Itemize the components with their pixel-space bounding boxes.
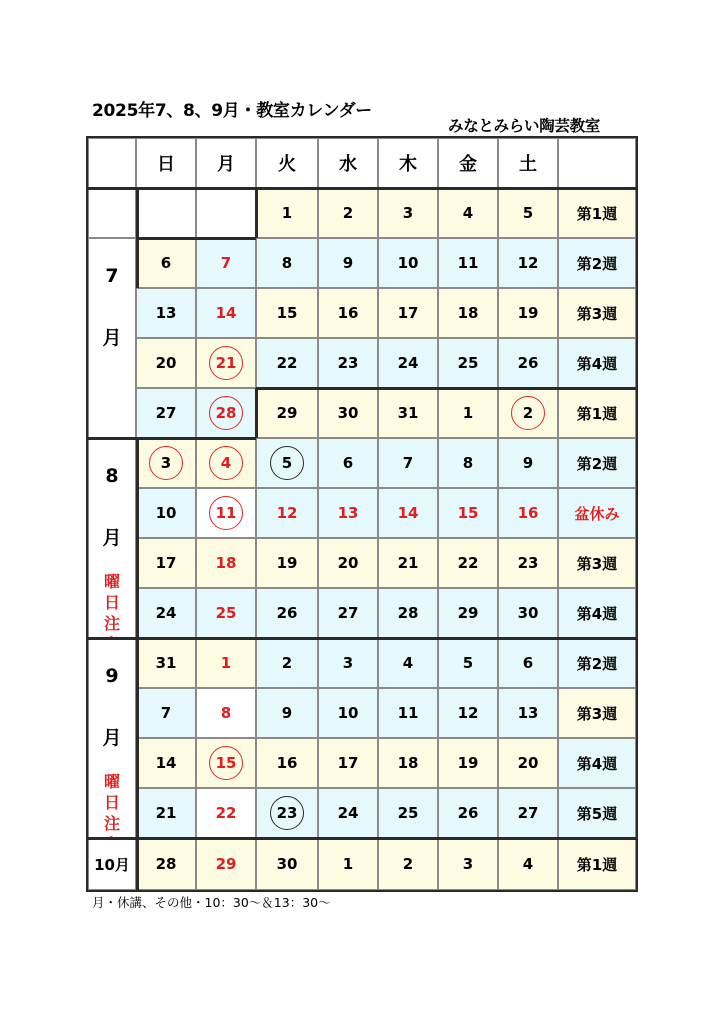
- day-cell: [318, 788, 378, 838]
- day-cell: [136, 638, 196, 688]
- day-number: 22: [215, 804, 237, 822]
- day-cell: [378, 488, 438, 538]
- day-cell: [318, 738, 378, 788]
- day-number: 21: [397, 554, 419, 572]
- header-day: 火: [256, 138, 318, 188]
- day-number: 17: [397, 304, 419, 322]
- day-number: 26: [276, 604, 298, 622]
- day-cell: [256, 838, 318, 890]
- day-cell: [498, 688, 558, 738]
- week-label: 第4週: [558, 338, 636, 388]
- day-number: 14: [397, 504, 419, 522]
- day-number: 30: [517, 604, 539, 622]
- week-label: 第1週: [558, 388, 636, 438]
- week-label: 第1週: [558, 838, 636, 890]
- day-number: 10: [155, 504, 177, 522]
- day-cell: [136, 688, 196, 738]
- day-cell: [378, 838, 438, 890]
- day-number: 8: [462, 454, 474, 472]
- day-number: 27: [517, 804, 539, 822]
- month-july: [88, 238, 136, 438]
- day-number: 4: [462, 204, 474, 222]
- day-cell: [196, 338, 256, 388]
- day-number: 16: [337, 304, 359, 322]
- day-number: 23: [517, 554, 539, 572]
- day-cell: [318, 688, 378, 738]
- day-cell: [256, 638, 318, 688]
- day-cell: [196, 288, 256, 338]
- day-number: 26: [517, 354, 539, 372]
- day-cell: [438, 438, 498, 488]
- day-number: 4: [402, 654, 414, 672]
- day-cell: [196, 488, 256, 538]
- day-cell: [498, 538, 558, 588]
- day-number: 29: [457, 604, 479, 622]
- day-cell: [136, 738, 196, 788]
- month-september: [88, 638, 136, 838]
- day-cell: [136, 438, 196, 488]
- day-number: 3: [402, 204, 414, 222]
- day-number: 20: [337, 554, 359, 572]
- organization-name: みなとみらい陶芸教室: [448, 117, 601, 135]
- table-separator: [136, 438, 139, 890]
- day-number: 28: [155, 855, 177, 873]
- day-cell: [136, 588, 196, 638]
- day-cell: [256, 738, 318, 788]
- day-cell: [498, 588, 558, 638]
- week-label: 第4週: [558, 738, 636, 788]
- week-label: 第2週: [558, 638, 636, 688]
- day-cell: [136, 238, 196, 288]
- day-number: 6: [522, 654, 534, 672]
- day-cell: [378, 638, 438, 688]
- day-cell: [378, 538, 438, 588]
- day-cell: [256, 288, 318, 338]
- day-cell: [438, 838, 498, 890]
- day-cell: [256, 438, 318, 488]
- day-number: 24: [397, 354, 419, 372]
- calendar-table: [86, 136, 638, 892]
- day-number: 29: [215, 855, 237, 873]
- day-cell: [196, 788, 256, 838]
- day-number: 30: [337, 404, 359, 422]
- day-cell: [136, 788, 196, 838]
- day-cell: [136, 538, 196, 588]
- day-cell: [318, 188, 378, 238]
- day-number: 6: [342, 454, 354, 472]
- day-number: 23: [276, 804, 298, 822]
- day-number: 11: [397, 704, 419, 722]
- day-number: 13: [337, 504, 359, 522]
- week-label: 第1週: [558, 188, 636, 238]
- day-cell: [438, 538, 498, 588]
- week-label: 第2週: [558, 438, 636, 488]
- day-cell: [256, 538, 318, 588]
- day-cell: [378, 688, 438, 738]
- day-cell: [498, 188, 558, 238]
- day-number: 19: [517, 304, 539, 322]
- week-label: 第4週: [558, 588, 636, 638]
- day-cell: [196, 188, 256, 238]
- day-cell: [438, 638, 498, 688]
- day-number: 6: [160, 254, 172, 272]
- day-number: 24: [337, 804, 359, 822]
- day-cell: [438, 388, 498, 438]
- day-number: 7: [402, 454, 414, 472]
- day-cell: [498, 338, 558, 388]
- day-cell: [498, 238, 558, 288]
- day-cell: [378, 288, 438, 338]
- day-cell: [438, 588, 498, 638]
- day-cell: [256, 588, 318, 638]
- day-number: 12: [276, 504, 298, 522]
- day-number: 16: [276, 754, 298, 772]
- day-cell: [378, 188, 438, 238]
- day-number: 16: [517, 504, 539, 522]
- day-cell: [318, 538, 378, 588]
- day-number: 5: [462, 654, 474, 672]
- day-cell: [196, 538, 256, 588]
- day-number: 31: [397, 404, 419, 422]
- day-cell: [256, 688, 318, 738]
- day-cell: [438, 288, 498, 338]
- day-cell: [378, 438, 438, 488]
- day-cell: [196, 438, 256, 488]
- day-number: 14: [215, 304, 237, 322]
- day-cell: [378, 238, 438, 288]
- day-cell: [318, 488, 378, 538]
- day-cell: [136, 288, 196, 338]
- day-number: 10: [397, 254, 419, 272]
- day-cell: [318, 338, 378, 388]
- day-number: 22: [457, 554, 479, 572]
- day-number: 4: [220, 454, 232, 472]
- day-number: 2: [402, 855, 414, 873]
- day-number: 19: [457, 754, 479, 772]
- table-separator: [88, 437, 136, 440]
- day-cell: [196, 688, 256, 738]
- day-number: 13: [155, 304, 177, 322]
- day-cell: [256, 238, 318, 288]
- day-cell: [438, 788, 498, 838]
- table-separator: [88, 637, 636, 640]
- month-blank: [88, 188, 136, 238]
- day-cell: [318, 588, 378, 638]
- day-cell: [136, 338, 196, 388]
- header-day: 木: [378, 138, 438, 188]
- day-number: 15: [276, 304, 298, 322]
- table-separator: [255, 388, 258, 438]
- day-number: 5: [281, 454, 293, 472]
- week-label: 第2週: [558, 238, 636, 288]
- table-separator: [136, 237, 256, 240]
- day-cell: [256, 788, 318, 838]
- day-cell: [438, 338, 498, 388]
- day-cell: [498, 838, 558, 890]
- header-day: 月: [196, 138, 256, 188]
- day-cell: [498, 388, 558, 438]
- month-suffix: 月: [102, 727, 122, 749]
- day-number: 17: [337, 754, 359, 772]
- day-cell: [256, 338, 318, 388]
- day-cell: [318, 438, 378, 488]
- day-number: 2: [522, 404, 534, 422]
- day-number: 4: [522, 855, 534, 873]
- month-august: [88, 438, 136, 638]
- weekday-caution-note: 曜日注: [103, 572, 120, 633]
- day-cell: [498, 438, 558, 488]
- page-title: 2025年7、8、9月・教室カレンダー: [92, 101, 372, 121]
- day-number: 25: [397, 804, 419, 822]
- header-day: 水: [318, 138, 378, 188]
- day-number: 18: [457, 304, 479, 322]
- day-number: 9: [342, 254, 354, 272]
- day-number: 18: [215, 554, 237, 572]
- day-number: 27: [155, 404, 177, 422]
- day-number: 25: [215, 604, 237, 622]
- day-number: 15: [215, 754, 237, 772]
- day-cell: [438, 238, 498, 288]
- day-number: 2: [342, 204, 354, 222]
- header-week-label: [558, 138, 636, 188]
- day-cell: [378, 738, 438, 788]
- week-label: 第5週: [558, 788, 636, 838]
- day-cell: [438, 488, 498, 538]
- footer-note: 月・休講、その他・10：30～＆13：30～: [92, 895, 331, 910]
- day-number: 3: [342, 654, 354, 672]
- day-number: 3: [160, 454, 172, 472]
- day-number: 20: [517, 754, 539, 772]
- day-number: 29: [276, 404, 298, 422]
- day-number: 1: [281, 204, 293, 222]
- day-number: 8: [220, 704, 232, 722]
- day-number: 26: [457, 804, 479, 822]
- header-day: 土: [498, 138, 558, 188]
- day-cell: [196, 838, 256, 890]
- day-number: 30: [276, 855, 298, 873]
- day-cell: [438, 188, 498, 238]
- day-number: 20: [155, 354, 177, 372]
- day-cell: [196, 588, 256, 638]
- day-number: 17: [155, 554, 177, 572]
- day-cell: [256, 488, 318, 538]
- day-number: 5: [522, 204, 534, 222]
- day-number: 8: [281, 254, 293, 272]
- month-number: 7: [105, 265, 119, 287]
- day-number: 9: [522, 454, 534, 472]
- month-number: 9: [105, 665, 119, 687]
- day-number: 28: [215, 404, 237, 422]
- table-separator: [88, 187, 636, 190]
- header-day: 日: [136, 138, 196, 188]
- table-separator: [256, 387, 636, 390]
- day-cell: [378, 788, 438, 838]
- day-number: 12: [517, 254, 539, 272]
- day-number: 1: [462, 404, 474, 422]
- day-cell: [136, 838, 196, 890]
- day-number: 9: [281, 704, 293, 722]
- day-number: 24: [155, 604, 177, 622]
- day-number: 11: [457, 254, 479, 272]
- week-label: 第3週: [558, 688, 636, 738]
- day-number: 11: [215, 504, 237, 522]
- day-number: 21: [215, 354, 237, 372]
- day-cell: [318, 388, 378, 438]
- day-number: 1: [342, 855, 354, 873]
- day-cell: [196, 738, 256, 788]
- day-cell: [196, 388, 256, 438]
- week-label: 第3週: [558, 288, 636, 338]
- day-number: 28: [397, 604, 419, 622]
- day-cell: [256, 388, 318, 438]
- day-cell: [498, 638, 558, 688]
- day-cell: [498, 488, 558, 538]
- day-number: 27: [337, 604, 359, 622]
- day-cell: [438, 688, 498, 738]
- table-separator: [255, 188, 258, 238]
- day-cell: [136, 188, 196, 238]
- day-number: 14: [155, 754, 177, 772]
- day-number: 1: [220, 654, 232, 672]
- month-october: 10月: [88, 838, 136, 890]
- day-cell: [318, 638, 378, 688]
- week-label: 盆休み: [558, 488, 636, 538]
- weekday-caution-note: 曜日注: [103, 772, 120, 833]
- day-cell: [196, 238, 256, 288]
- day-number: 15: [457, 504, 479, 522]
- month-number: 8: [105, 465, 119, 487]
- day-cell: [136, 388, 196, 438]
- day-number: 22: [276, 354, 298, 372]
- day-cell: [498, 288, 558, 338]
- day-number: 21: [155, 804, 177, 822]
- table-separator: [136, 437, 256, 440]
- day-cell: [378, 388, 438, 438]
- day-number: 23: [337, 354, 359, 372]
- day-number: 25: [457, 354, 479, 372]
- month-suffix: 月: [102, 327, 122, 349]
- day-number: 3: [462, 855, 474, 873]
- day-number: 7: [160, 704, 172, 722]
- day-cell: [256, 188, 318, 238]
- day-cell: [378, 588, 438, 638]
- table-separator: [88, 837, 636, 840]
- day-number: 10: [337, 704, 359, 722]
- header-corner: [88, 138, 136, 188]
- day-cell: [498, 738, 558, 788]
- day-cell: [318, 838, 378, 890]
- month-suffix: 月: [102, 527, 122, 549]
- day-cell: [498, 788, 558, 838]
- day-number: 13: [517, 704, 539, 722]
- day-cell: [438, 738, 498, 788]
- day-cell: [378, 338, 438, 388]
- day-cell: [136, 488, 196, 538]
- week-label: 第3週: [558, 538, 636, 588]
- day-number: 2: [281, 654, 293, 672]
- day-number: 7: [220, 254, 232, 272]
- day-cell: [196, 638, 256, 688]
- day-cell: [318, 238, 378, 288]
- header-day: 金: [438, 138, 498, 188]
- day-number: 19: [276, 554, 298, 572]
- day-number: 12: [457, 704, 479, 722]
- day-number: 31: [155, 654, 177, 672]
- day-number: 18: [397, 754, 419, 772]
- day-cell: [318, 288, 378, 338]
